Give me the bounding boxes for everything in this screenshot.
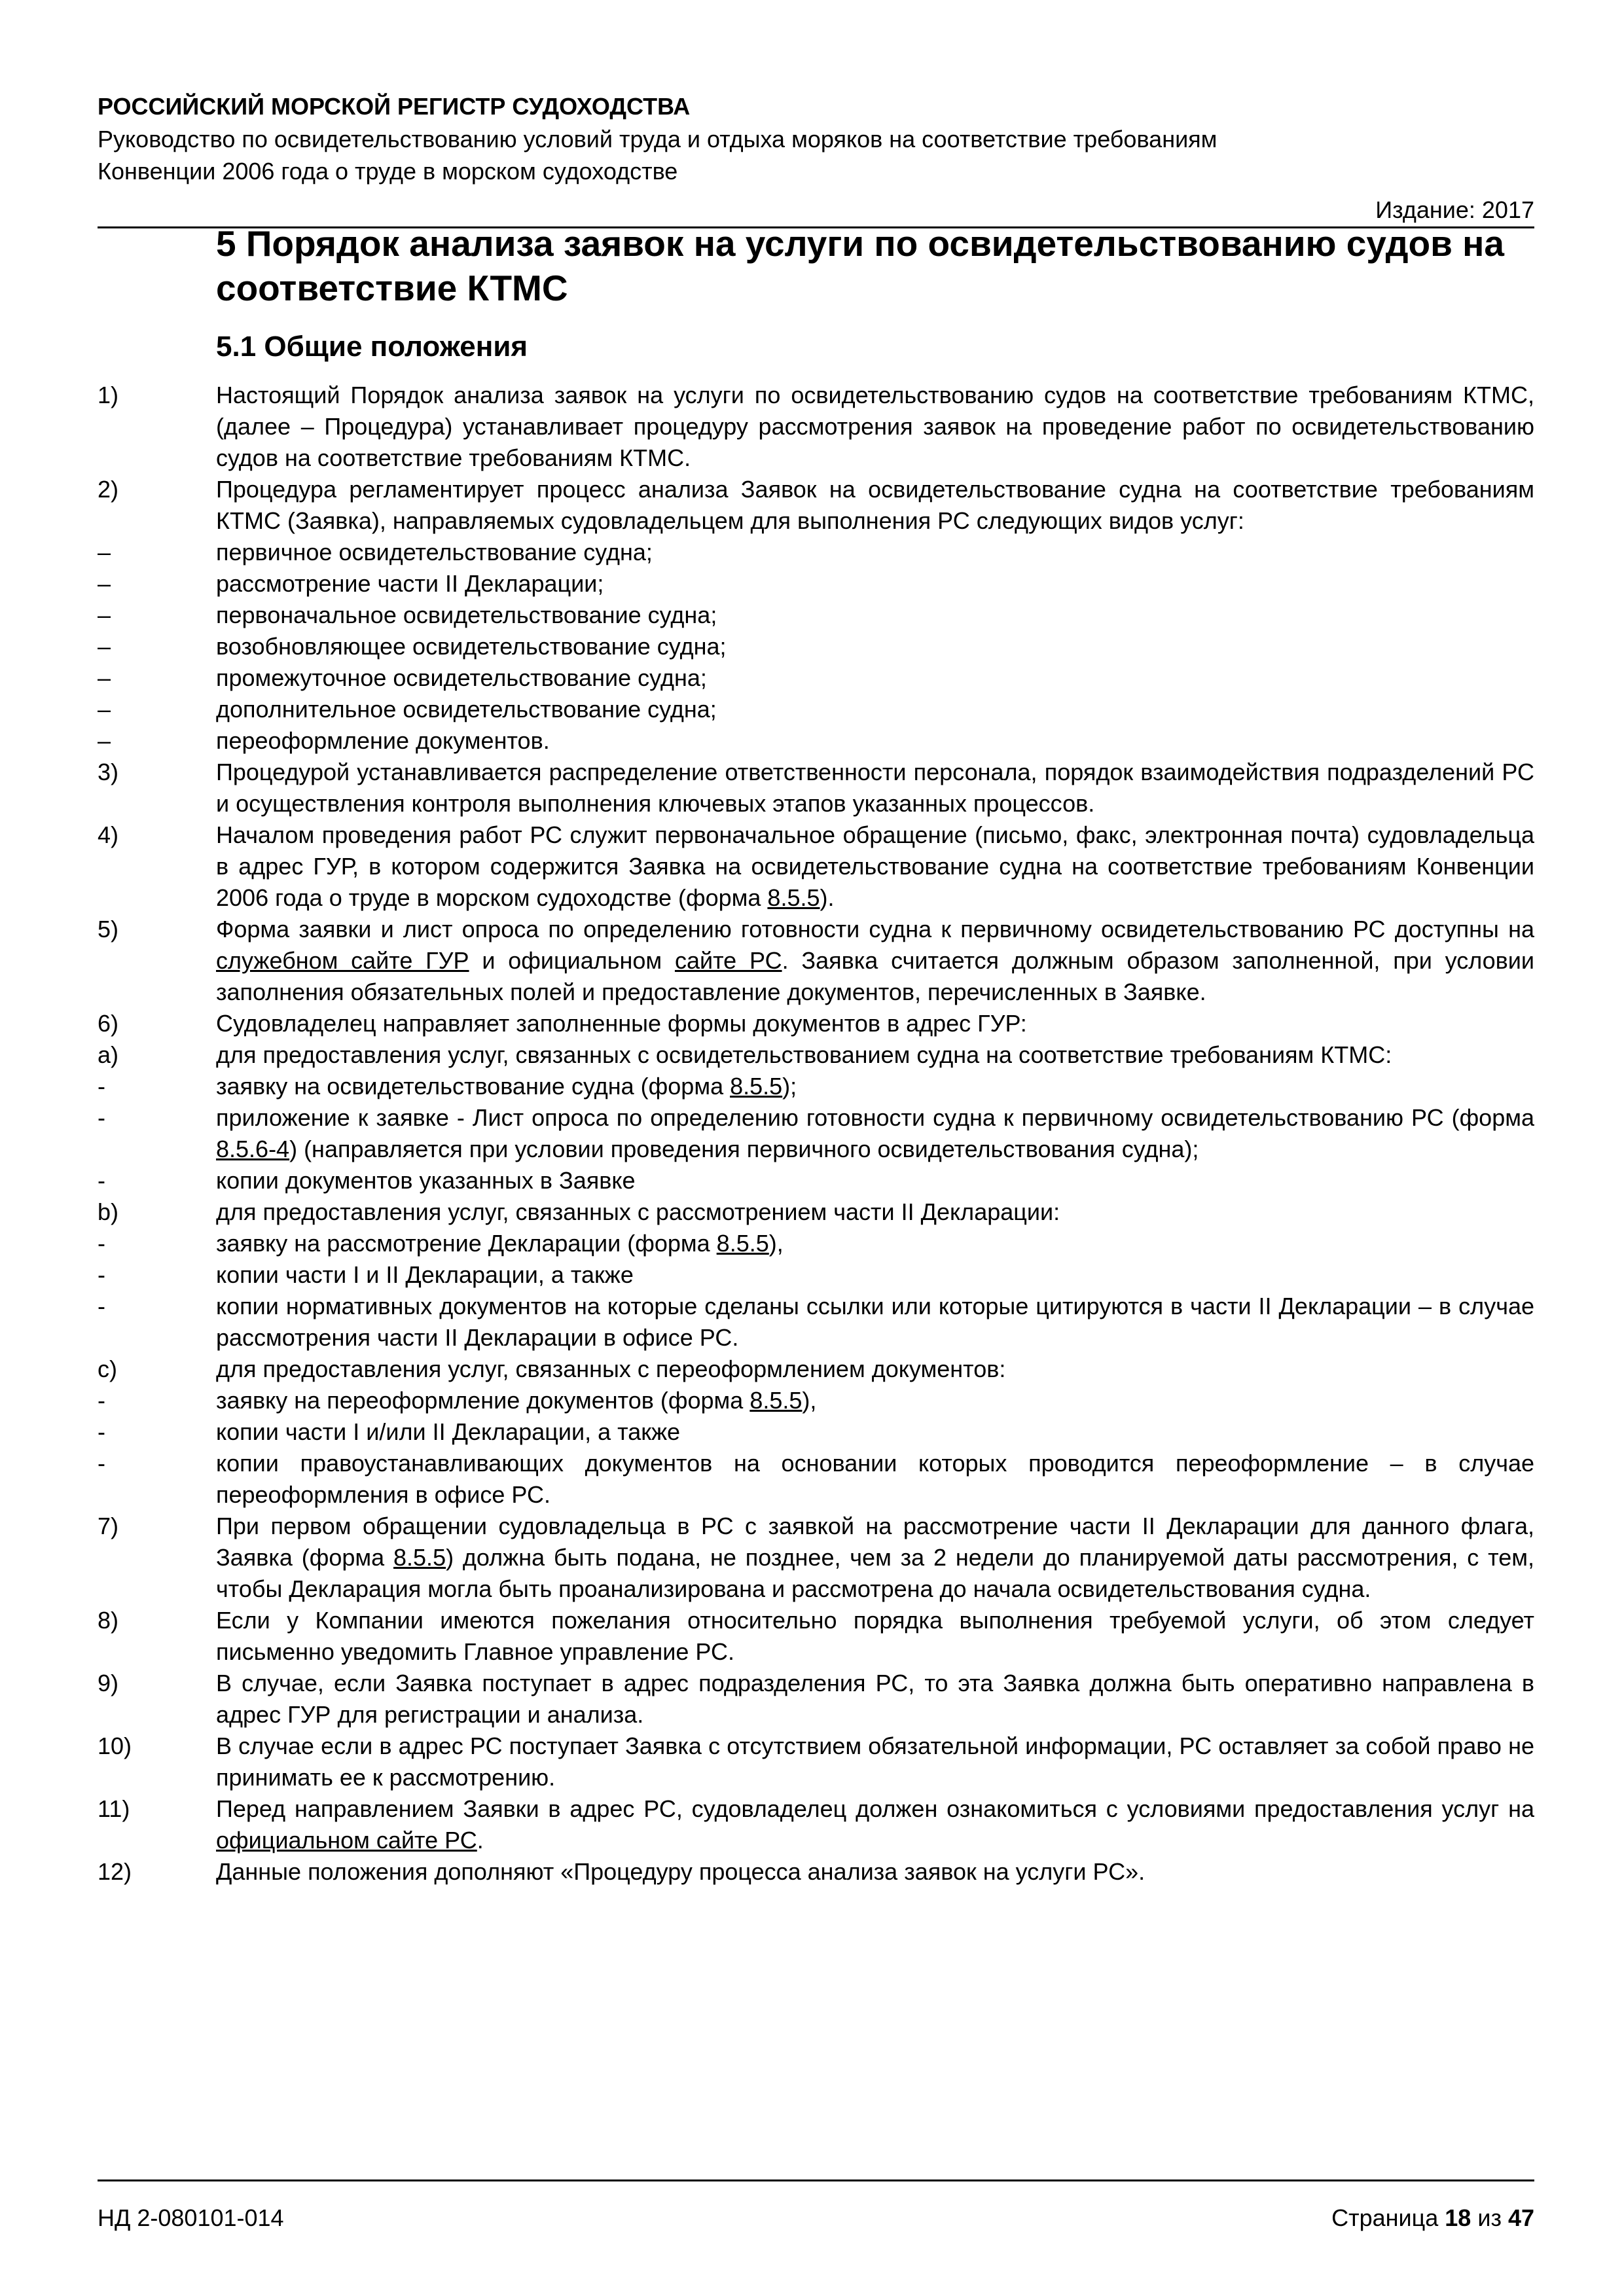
list-item-label: - xyxy=(98,1261,105,1288)
list-item-text xyxy=(216,1071,1534,1102)
text-run: копии правоустанавливающих документов на основании которых проводится переоформление – в случае переоформления в офисе РС. xyxy=(216,1450,1534,1508)
list-item-text xyxy=(216,694,1534,725)
form-reference-link[interactable]: 8.5.5 xyxy=(716,1230,769,1257)
text-run: Данные положения дополняют «Процедуру процесса анализа заявок на услуги РС». xyxy=(216,1858,1146,1885)
list-item-label: - xyxy=(98,1293,105,1319)
list-item-label: 6) xyxy=(98,1010,119,1037)
text-run: ) (направляется при условии проведения первичного освидетельствования судна); xyxy=(289,1136,1199,1162)
document-subtitle-line1: Руководство по освидетельствованию условий труда и отдыха моряков на соответствие требованиям xyxy=(98,126,1218,152)
list-item-text xyxy=(216,662,1534,694)
list-item-text xyxy=(216,1856,1534,1888)
page-current: 18 xyxy=(1445,2204,1471,2231)
list-item-label: 7) xyxy=(98,1513,119,1539)
list-item xyxy=(98,1793,1534,1856)
list-item-text xyxy=(216,914,1534,1008)
text-run: Началом проведения работ РС служит первоначальное обращение (письмо, факс, электронная почта) судовладельца в адрес ГУР, в котором содержится Заявка на освидетельствование судна на соответствие требованиям Конвенции 2006 года о труде в морском судоходстве (форма xyxy=(216,821,1534,911)
text-run: В случае если в адрес РС поступает Заявка с отсутствием обязательной информации, РС оставляет за собой право не принимать ее к рассмотрению. xyxy=(216,1732,1534,1791)
list-item-label: 1) xyxy=(98,382,119,408)
list-item xyxy=(98,1259,1534,1291)
list-item-label: - xyxy=(98,1450,105,1477)
form-reference-link[interactable]: 8.5.5 xyxy=(749,1387,803,1414)
list-item-text xyxy=(216,1605,1534,1668)
form-reference-link[interactable]: 8.5.5 xyxy=(730,1073,783,1100)
list-item-text xyxy=(216,819,1534,914)
list-item-text xyxy=(216,1416,1534,1448)
text-run: первичное освидетельствование судна; xyxy=(216,539,653,565)
form-reference-link[interactable]: сайте РС xyxy=(674,947,782,974)
list-item-text xyxy=(216,1165,1534,1196)
page-of: из xyxy=(1471,2204,1508,2231)
list-item xyxy=(98,631,1534,662)
list-item-text xyxy=(216,1259,1534,1291)
document-id: НД 2-080101-014 xyxy=(98,2204,284,2231)
text-run: рассмотрение части II Декларации; xyxy=(216,570,604,597)
list-item xyxy=(98,1008,1534,1039)
list-item xyxy=(98,914,1534,1008)
text-run: Форма заявки и лист опроса по определению готовности судна к первичному освидетельствованию РС доступны на xyxy=(216,916,1534,942)
list-item-label: 3) xyxy=(98,759,119,785)
list-item-label: - xyxy=(98,1230,105,1257)
list-item xyxy=(98,1668,1534,1731)
list-item xyxy=(98,1039,1534,1071)
list-item xyxy=(98,568,1534,600)
text-run: заявку на переоформление документов (форма xyxy=(216,1387,750,1414)
text-run: приложение к заявке - Лист опроса по определению готовности судна к первичному освидетельствованию РС (форма xyxy=(216,1104,1534,1131)
list-item-label: 10) xyxy=(98,1732,132,1759)
text-run: заявку на освидетельствование судна (форма xyxy=(216,1073,731,1100)
list-item-text xyxy=(216,757,1534,819)
edition-label: Издание: 2017 xyxy=(98,194,1534,228)
list-item-label: – xyxy=(98,696,111,723)
list-item xyxy=(98,1354,1534,1385)
list-item xyxy=(98,1165,1534,1196)
list-item xyxy=(98,694,1534,725)
subsection-title: 5.1 Общие положения xyxy=(216,331,528,363)
list-item xyxy=(98,1228,1534,1259)
text-run: Настоящий Порядок анализа заявок на услуги по освидетельствованию судов на соответствие требованиям КТМС, (далее – Процедура) устанавливает процедуру рассмотрения заявок на проведение работ по освидетельствованию судов на соответствие требованиям КТМС. xyxy=(216,382,1534,471)
list-item-label: - xyxy=(98,1167,105,1194)
list-item-label: b) xyxy=(98,1198,119,1225)
list-item xyxy=(98,725,1534,757)
form-reference-link[interactable]: 8.5.5 xyxy=(767,884,820,911)
list-item xyxy=(98,474,1534,537)
form-reference-link[interactable]: 8.5.6-4 xyxy=(216,1136,290,1162)
list-item xyxy=(98,1385,1534,1416)
list-item-text xyxy=(216,1291,1534,1354)
text-run: ); xyxy=(782,1073,797,1100)
text-run: . xyxy=(477,1827,484,1854)
list-item-label: 4) xyxy=(98,821,119,848)
text-run: для предоставления услуг, связанных с рассмотрением части II Декларации: xyxy=(216,1198,1060,1225)
list-item-text xyxy=(216,1102,1534,1165)
list-item-label: - xyxy=(98,1418,105,1445)
form-reference-link[interactable]: официальном сайте РС xyxy=(216,1827,477,1854)
page-prefix: Страница xyxy=(1331,2204,1445,2231)
list-item xyxy=(98,1071,1534,1102)
list-item xyxy=(98,1291,1534,1354)
list-item-text xyxy=(216,725,1534,757)
list-item-text xyxy=(216,1196,1534,1228)
text-run: переоформление документов. xyxy=(216,727,550,754)
section-title: 5 Порядок анализа заявок на услуги по освидетельствованию судов на соответствие КТМС xyxy=(216,223,1504,308)
list-item xyxy=(98,1448,1534,1511)
list-item-label: 5) xyxy=(98,916,119,942)
text-run: копии документов указанных в Заявке xyxy=(216,1167,636,1194)
list-item-text xyxy=(216,1511,1534,1605)
list-item-text xyxy=(216,474,1534,537)
list-item-text xyxy=(216,568,1534,600)
list-item xyxy=(98,1196,1534,1228)
list-item xyxy=(98,1102,1534,1165)
list-item-label: a) xyxy=(98,1041,119,1068)
page-header xyxy=(98,90,1534,228)
list-item-label: – xyxy=(98,539,111,565)
list-item-label: 11) xyxy=(98,1795,130,1822)
list-item-label: – xyxy=(98,601,111,628)
text-run: для предоставления услуг, связанных с освидетельствованием судна на соответствие требованиям КТМС: xyxy=(216,1041,1392,1068)
list-item xyxy=(98,1731,1534,1793)
list-item xyxy=(98,380,1534,474)
text-run: . Заявка считается должным образом заполненной, при условии заполнения обязательных полей и предоставление документов, перечисленных в Заявке. xyxy=(216,947,1534,1005)
list-item-text xyxy=(216,1448,1534,1511)
text-run: Процедура регламентирует процесс анализа Заявок на освидетельствование судна на соответствие требованиям КТМС (Заявка), направляемых судовладельцем для выполнения РС следующих видов услуг: xyxy=(216,476,1534,534)
list-item-label: c) xyxy=(98,1355,117,1382)
list-item-text xyxy=(216,1228,1534,1259)
text-run: ) должна быть подана, не позднее, чем за 2 недели до планируемой даты рассмотрения, с тем, чтобы Декларация могла быть проанализирована и рассмотрена до начала освидетельствования судна. xyxy=(216,1544,1534,1602)
list-item-label: – xyxy=(98,664,111,691)
text-run: и официальном xyxy=(469,947,675,974)
document-subtitle-line2: Конвенции 2006 года о труде в морском судоходстве xyxy=(98,158,678,185)
list-item-text xyxy=(216,1731,1534,1793)
text-run: Перед направлением Заявки в адрес РС, судовладелец должен ознакомиться с условиями предоставления услуг на xyxy=(216,1795,1534,1822)
list-item xyxy=(98,1416,1534,1448)
list-item-label: – xyxy=(98,727,111,754)
organization-name: РОССИЙСКИЙ МОРСКОЙ РЕГИСТР СУДОХОДСТВА xyxy=(98,93,691,120)
document-body xyxy=(98,380,1534,1888)
list-item xyxy=(98,1856,1534,1888)
list-item-label: - xyxy=(98,1073,105,1100)
list-item xyxy=(98,537,1534,568)
list-item-label: 9) xyxy=(98,1670,119,1696)
list-item-text xyxy=(216,1354,1534,1385)
list-item-text xyxy=(216,380,1534,474)
list-item-label: - xyxy=(98,1387,105,1414)
page-total: 47 xyxy=(1507,2204,1534,2231)
text-run: Если у Компании имеются пожелания относительно порядка выполнения требуемой услуги, об этом следует письменно уведомить Главное управление РС. xyxy=(216,1607,1534,1665)
text-run: промежуточное освидетельствование судна; xyxy=(216,664,707,691)
list-item-text xyxy=(216,537,1534,568)
list-item-text xyxy=(216,1008,1534,1039)
text-run: При первом обращении судовладельца в РС с заявкой на рассмотрение части II Декларации для данного флага, Заявка (форма xyxy=(216,1513,1534,1571)
list-item xyxy=(98,662,1534,694)
text-run: Процедурой устанавливается распределение ответственности персонала, порядок взаимодействия подразделений РС и осуществления контроля выполнения ключевых этапов указанных процессов. xyxy=(216,759,1534,817)
list-item-text xyxy=(216,1668,1534,1731)
list-item xyxy=(98,1511,1534,1605)
list-item-label: 12) xyxy=(98,1858,132,1885)
list-item-text xyxy=(216,600,1534,631)
text-run: ). xyxy=(820,884,835,911)
list-item xyxy=(98,757,1534,819)
text-run: копии части I и II Декларации, а также xyxy=(216,1261,634,1288)
list-item-label: 8) xyxy=(98,1607,119,1634)
text-run: дополнительное освидетельствование судна; xyxy=(216,696,717,723)
text-run: первоначальное освидетельствование судна; xyxy=(216,601,717,628)
text-run: копии части I и/или II Декларации, а также xyxy=(216,1418,681,1445)
text-run: В случае, если Заявка поступает в адрес подразделения РС, то эта Заявка должна быть оперативно направлена в адрес ГУР для регистрации и анализа. xyxy=(216,1670,1534,1728)
page-number xyxy=(1331,2204,1534,2232)
text-run: Судовладелец направляет заполненные формы документов в адрес ГУР: xyxy=(216,1010,1027,1037)
page-footer xyxy=(98,2179,1534,2232)
form-reference-link[interactable]: 8.5.5 xyxy=(393,1544,446,1571)
list-item-label: – xyxy=(98,570,111,597)
text-run: копии нормативных документов на которые сделаны ссылки или которые цитируются в части II Декларации – в случае рассмотрения части II Декларации в офисе РС. xyxy=(216,1293,1534,1351)
text-run: для предоставления услуг, связанных с переоформлением документов: xyxy=(216,1355,1006,1382)
text-run: заявку на рассмотрение Декларации (форма xyxy=(216,1230,717,1257)
list-item-text xyxy=(216,1039,1534,1071)
text-run: ), xyxy=(768,1230,784,1257)
form-reference-link[interactable]: служебном сайте ГУР xyxy=(216,947,469,974)
list-item-text xyxy=(216,1793,1534,1856)
list-item-text xyxy=(216,1385,1534,1416)
list-item-label: - xyxy=(98,1104,105,1131)
list-item-text xyxy=(216,631,1534,662)
list-item xyxy=(98,819,1534,914)
text-run: возобновляющее освидетельствование судна; xyxy=(216,633,727,660)
list-item-label: – xyxy=(98,633,111,660)
list-item-label: 2) xyxy=(98,476,119,503)
list-item xyxy=(98,600,1534,631)
text-run: ), xyxy=(802,1387,817,1414)
list-item xyxy=(98,1605,1534,1668)
